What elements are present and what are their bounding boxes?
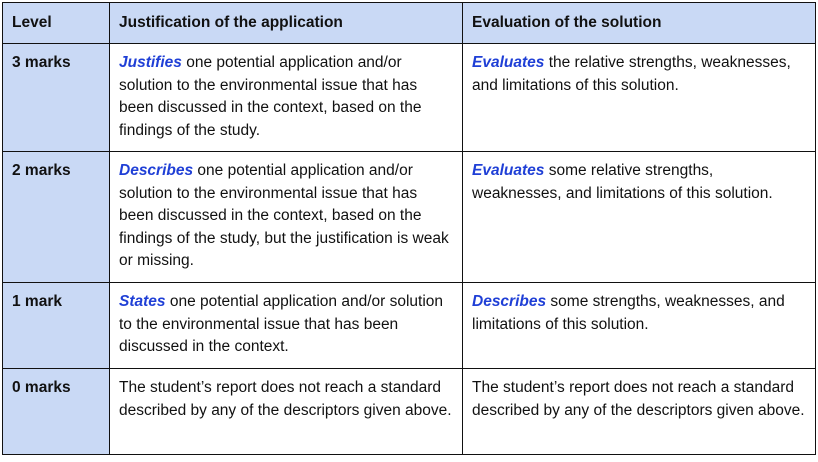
evaluation-text: some relative strengths, weaknesses, and limitations of this solution. xyxy=(472,162,773,202)
evaluation-text: some strengths, weaknesses, and limitations of this solution. xyxy=(472,293,785,333)
justification-text: one potential application and/or solution to the environmental issue that has been discussed in the context, based on the findings of the study, but the justification is weak or missing. xyxy=(119,162,449,269)
evaluation-cell xyxy=(463,152,816,283)
justification-cell xyxy=(110,152,463,283)
evaluation-cell xyxy=(463,369,816,455)
rubric-row-2-marks xyxy=(3,152,816,283)
evaluation-keyword: Evaluates xyxy=(472,162,545,179)
evaluation-text: the relative strengths, weaknesses, and limitations of this solution. xyxy=(472,54,791,94)
evaluation-keyword: Evaluates xyxy=(472,54,545,71)
header-row xyxy=(3,3,816,44)
justification-cell xyxy=(110,369,463,455)
justification-text: one potential application and/or solution to the environmental issue that has been discussed in the context, based on the findings of the study. xyxy=(119,54,422,139)
header-evaluation: Evaluation of the solution xyxy=(463,3,816,44)
level-cell: 3 marks xyxy=(3,44,110,152)
level-cell: 2 marks xyxy=(3,152,110,283)
marking-rubric-table xyxy=(2,2,816,455)
justification-cell xyxy=(110,283,463,369)
level-cell: 1 mark xyxy=(3,283,110,369)
evaluation-cell xyxy=(463,283,816,369)
justification-text: one potential application and/or solution to the environmental issue that has been discussed in the context. xyxy=(119,293,444,355)
rubric-row-1-mark xyxy=(3,283,816,369)
header-level: Level xyxy=(3,3,110,44)
header-justification: Justification of the application xyxy=(110,3,463,44)
justification-text: The student’s report does not reach a standard described by any of the descriptors given above. xyxy=(119,379,452,419)
justification-keyword: Justifies xyxy=(119,54,182,71)
rubric-row-0-marks xyxy=(3,369,816,455)
rubric-row-3-marks xyxy=(3,44,816,152)
evaluation-cell xyxy=(463,44,816,152)
justification-keyword: Describes xyxy=(119,162,194,179)
justification-keyword: States xyxy=(119,293,166,310)
level-cell: 0 marks xyxy=(3,369,110,455)
justification-cell xyxy=(110,44,463,152)
evaluation-text: The student’s report does not reach a standard described by any of the descriptors given above. xyxy=(472,379,805,419)
evaluation-keyword: Describes xyxy=(472,293,547,310)
